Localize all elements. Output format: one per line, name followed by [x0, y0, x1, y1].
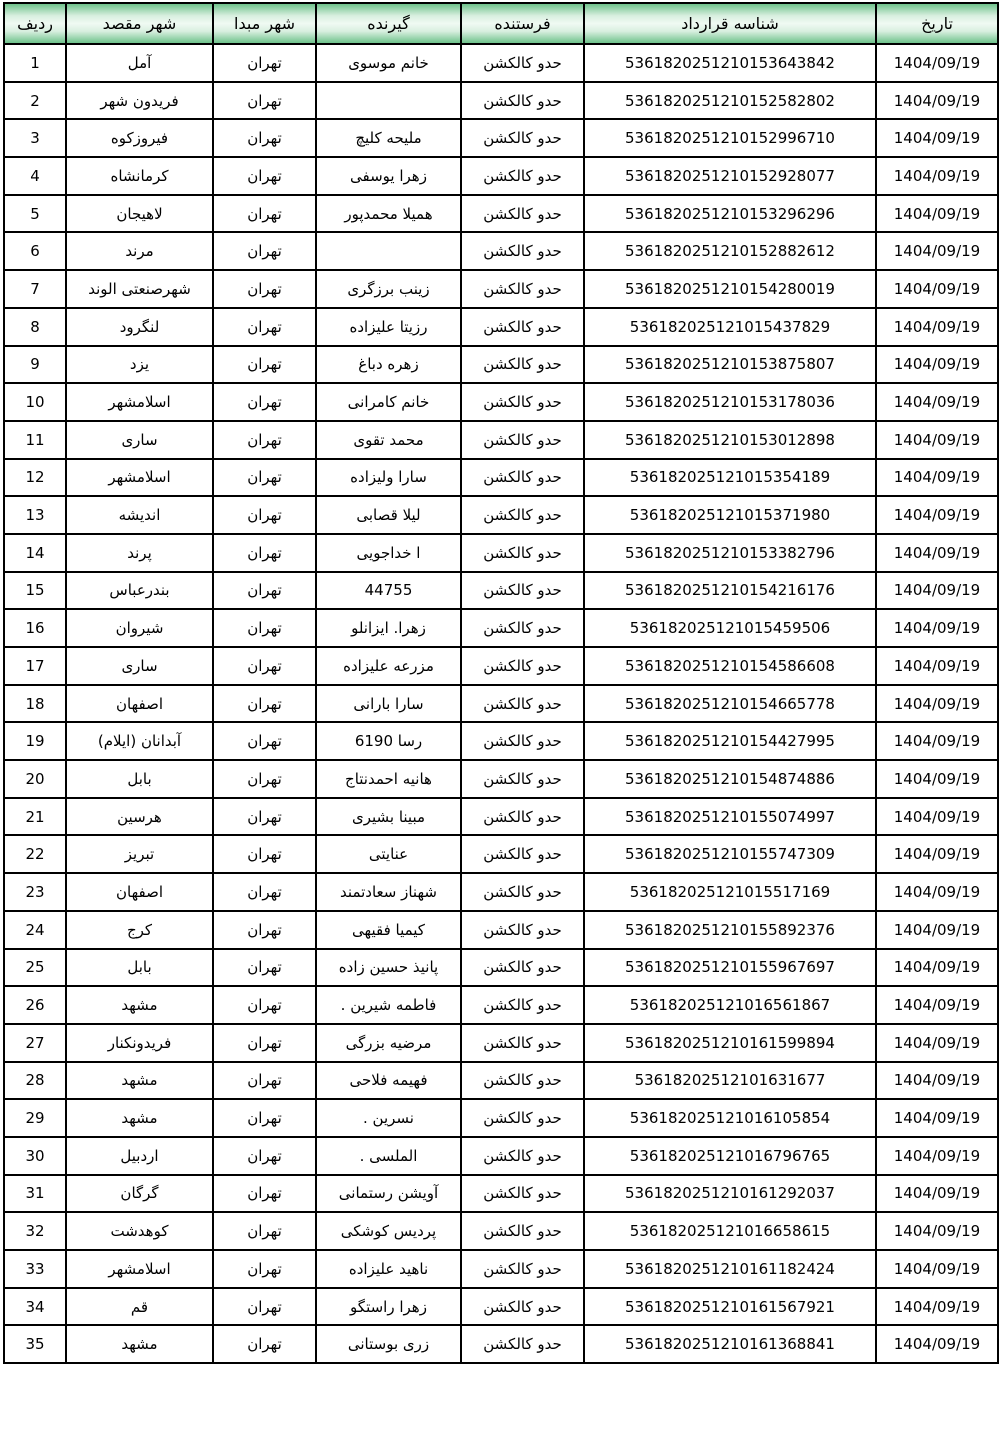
cell-contract: 5361820251210153296296 — [584, 195, 876, 233]
cell-sender: حدو کالکشن — [461, 232, 584, 270]
cell-receiver: پانیذ حسین زاده — [316, 949, 461, 987]
table-row — [4, 835, 998, 873]
cell-date: 1404/09/19 — [876, 459, 998, 497]
cell-date: 1404/09/19 — [876, 1212, 998, 1250]
cell-sender: حدو کالکشن — [461, 1175, 584, 1213]
cell-date: 1404/09/19 — [876, 383, 998, 421]
cell-sender: حدو کالکشن — [461, 1325, 584, 1363]
table-row — [4, 873, 998, 911]
cell-sender: حدو کالکشن — [461, 1024, 584, 1062]
cell-sender: حدو کالکشن — [461, 383, 584, 421]
cell-receiver: مبینا بشیری — [316, 798, 461, 836]
cell-row: 4 — [4, 157, 66, 195]
cell-dest: کوهدشت — [66, 1212, 213, 1250]
cell-date: 1404/09/19 — [876, 119, 998, 157]
table-row — [4, 232, 998, 270]
table-row — [4, 798, 998, 836]
cell-row: 10 — [4, 383, 66, 421]
cell-origin: تهران — [213, 1175, 316, 1213]
table-row — [4, 647, 998, 685]
cell-dest: اسلامشهر — [66, 459, 213, 497]
cell-date: 1404/09/19 — [876, 1062, 998, 1100]
cell-date: 1404/09/19 — [876, 421, 998, 459]
cell-contract: 5361820251210161182424 — [584, 1250, 876, 1288]
cell-row: 17 — [4, 647, 66, 685]
cell-row: 15 — [4, 572, 66, 610]
cell-row: 6 — [4, 232, 66, 270]
cell-date: 1404/09/19 — [876, 685, 998, 723]
cell-receiver: سارا بارانی — [316, 685, 461, 723]
cell-date: 1404/09/19 — [876, 534, 998, 572]
cell-origin: تهران — [213, 82, 316, 120]
cell-row: 1 — [4, 44, 66, 82]
cell-contract: 5361820251210161599894 — [584, 1024, 876, 1062]
cell-contract: 5361820251210154216176 — [584, 572, 876, 610]
cell-sender: حدو کالکشن — [461, 1099, 584, 1137]
cell-contract: 5361820251210154586608 — [584, 647, 876, 685]
cell-dest: کرمانشاه — [66, 157, 213, 195]
cell-dest: پرند — [66, 534, 213, 572]
cell-dest: گرگان — [66, 1175, 213, 1213]
cell-receiver: زری بوستانی — [316, 1325, 461, 1363]
cell-contract: 536182025121015517169 — [584, 873, 876, 911]
cell-dest: بابل — [66, 949, 213, 987]
cell-row: 25 — [4, 949, 66, 987]
cell-date: 1404/09/19 — [876, 232, 998, 270]
cell-dest: شهرصنعتی الوند — [66, 270, 213, 308]
cell-origin: تهران — [213, 157, 316, 195]
table-row — [4, 459, 998, 497]
cell-row: 29 — [4, 1099, 66, 1137]
cell-contract: 536182025121015354189 — [584, 459, 876, 497]
cell-dest: هرسین — [66, 798, 213, 836]
cell-dest: کرج — [66, 911, 213, 949]
column-header-sender: فرستنده — [461, 3, 584, 44]
cell-sender: حدو کالکشن — [461, 459, 584, 497]
cell-date: 1404/09/19 — [876, 496, 998, 534]
table-row — [4, 609, 998, 647]
cell-sender: حدو کالکشن — [461, 1288, 584, 1326]
cell-dest: مشهد — [66, 1062, 213, 1100]
shipments-table — [3, 2, 999, 1364]
cell-contract: 536182025121015371980 — [584, 496, 876, 534]
cell-receiver — [316, 232, 461, 270]
cell-receiver: ملیحه کلیچ — [316, 119, 461, 157]
column-header-receiver: گیرنده — [316, 3, 461, 44]
cell-origin: تهران — [213, 1062, 316, 1100]
cell-date: 1404/09/19 — [876, 798, 998, 836]
cell-contract: 536182025121016796765 — [584, 1137, 876, 1175]
cell-date: 1404/09/19 — [876, 722, 998, 760]
cell-contract: 5361820251210153643842 — [584, 44, 876, 82]
cell-sender: حدو کالکشن — [461, 195, 584, 233]
cell-contract: 5361820251210161368841 — [584, 1325, 876, 1363]
cell-contract: 5361820251210154427995 — [584, 722, 876, 760]
cell-date: 1404/09/19 — [876, 835, 998, 873]
cell-receiver: لیلا قصابی — [316, 496, 461, 534]
cell-origin: تهران — [213, 44, 316, 82]
cell-receiver: خانم موسوی — [316, 44, 461, 82]
cell-row: 16 — [4, 609, 66, 647]
cell-date: 1404/09/19 — [876, 911, 998, 949]
cell-contract: 5361820251210153178036 — [584, 383, 876, 421]
cell-origin: تهران — [213, 986, 316, 1024]
cell-sender: حدو کالکشن — [461, 685, 584, 723]
cell-origin: تهران — [213, 798, 316, 836]
cell-receiver: هانیه احمدنتاج — [316, 760, 461, 798]
cell-dest: شیروان — [66, 609, 213, 647]
cell-sender: حدو کالکشن — [461, 1250, 584, 1288]
cell-row: 21 — [4, 798, 66, 836]
cell-receiver: محمد تقوی — [316, 421, 461, 459]
cell-date: 1404/09/19 — [876, 572, 998, 610]
table-body — [4, 44, 998, 1363]
table-row — [4, 722, 998, 760]
cell-receiver: زهرا راستگو — [316, 1288, 461, 1326]
cell-origin: تهران — [213, 949, 316, 987]
cell-origin: تهران — [213, 647, 316, 685]
cell-contract: 5361820251210155747309 — [584, 835, 876, 873]
cell-origin: تهران — [213, 346, 316, 384]
cell-sender: حدو کالکشن — [461, 647, 584, 685]
cell-date: 1404/09/19 — [876, 195, 998, 233]
cell-contract: 5361820251210154874886 — [584, 760, 876, 798]
cell-origin: تهران — [213, 195, 316, 233]
cell-origin: تهران — [213, 1288, 316, 1326]
cell-sender: حدو کالکشن — [461, 157, 584, 195]
cell-date: 1404/09/19 — [876, 647, 998, 685]
cell-row: 27 — [4, 1024, 66, 1062]
cell-dest: مشهد — [66, 1325, 213, 1363]
table-row — [4, 82, 998, 120]
cell-receiver: ناهید علیزاده — [316, 1250, 461, 1288]
cell-date: 1404/09/19 — [876, 308, 998, 346]
cell-row: 2 — [4, 82, 66, 120]
cell-receiver: 44755 — [316, 572, 461, 610]
cell-row: 3 — [4, 119, 66, 157]
cell-dest: ساری — [66, 647, 213, 685]
cell-sender: حدو کالکشن — [461, 949, 584, 987]
cell-row: 19 — [4, 722, 66, 760]
cell-row: 28 — [4, 1062, 66, 1100]
cell-sender: حدو کالکشن — [461, 421, 584, 459]
cell-origin: تهران — [213, 308, 316, 346]
cell-date: 1404/09/19 — [876, 270, 998, 308]
cell-contract: 536182025121015437829 — [584, 308, 876, 346]
cell-receiver: همیلا محمدپور — [316, 195, 461, 233]
cell-row: 26 — [4, 986, 66, 1024]
cell-row: 9 — [4, 346, 66, 384]
table-row — [4, 346, 998, 384]
cell-contract: 536182025121016658615 — [584, 1212, 876, 1250]
table-row — [4, 685, 998, 723]
table-row — [4, 421, 998, 459]
cell-origin: تهران — [213, 572, 316, 610]
cell-origin: تهران — [213, 119, 316, 157]
cell-row: 34 — [4, 1288, 66, 1326]
cell-row: 8 — [4, 308, 66, 346]
table-row — [4, 949, 998, 987]
cell-date: 1404/09/19 — [876, 1175, 998, 1213]
cell-origin: تهران — [213, 232, 316, 270]
table-row — [4, 195, 998, 233]
table-row — [4, 1137, 998, 1175]
cell-origin: تهران — [213, 1250, 316, 1288]
cell-dest: بابل — [66, 760, 213, 798]
cell-date: 1404/09/19 — [876, 1099, 998, 1137]
cell-contract: 536182025121016561867 — [584, 986, 876, 1024]
cell-receiver: خانم کامرانی — [316, 383, 461, 421]
cell-contract: 5361820251210152582802 — [584, 82, 876, 120]
cell-receiver: زینب برزگری — [316, 270, 461, 308]
cell-sender: حدو کالکشن — [461, 119, 584, 157]
cell-dest: بندرعباس — [66, 572, 213, 610]
cell-contract: 5361820251210155074997 — [584, 798, 876, 836]
cell-date: 1404/09/19 — [876, 44, 998, 82]
table-row — [4, 1325, 998, 1363]
cell-row: 5 — [4, 195, 66, 233]
cell-date: 1404/09/19 — [876, 949, 998, 987]
cell-sender: حدو کالکشن — [461, 346, 584, 384]
cell-origin: تهران — [213, 760, 316, 798]
cell-date: 1404/09/19 — [876, 873, 998, 911]
cell-dest: فیروزکوه — [66, 119, 213, 157]
table-row — [4, 1175, 998, 1213]
cell-dest: اسلامشهر — [66, 1250, 213, 1288]
cell-origin: تهران — [213, 609, 316, 647]
cell-receiver: پردیس کوشکی — [316, 1212, 461, 1250]
cell-row: 31 — [4, 1175, 66, 1213]
table-row — [4, 1288, 998, 1326]
cell-contract: 53618202512101631677 — [584, 1062, 876, 1100]
cell-row: 30 — [4, 1137, 66, 1175]
cell-receiver: آویشن رستمانی — [316, 1175, 461, 1213]
cell-sender: حدو کالکشن — [461, 496, 584, 534]
cell-dest: آبدانان (ایلام) — [66, 722, 213, 760]
cell-row: 18 — [4, 685, 66, 723]
cell-dest: مشهد — [66, 1099, 213, 1137]
cell-sender: حدو کالکشن — [461, 986, 584, 1024]
cell-origin: تهران — [213, 534, 316, 572]
cell-contract: 5361820251210154280019 — [584, 270, 876, 308]
table-header-row — [4, 3, 998, 44]
cell-date: 1404/09/19 — [876, 1137, 998, 1175]
cell-sender: حدو کالکشن — [461, 1062, 584, 1100]
cell-date: 1404/09/19 — [876, 1325, 998, 1363]
cell-date: 1404/09/19 — [876, 1288, 998, 1326]
cell-receiver: عنایتی — [316, 835, 461, 873]
cell-sender: حدو کالکشن — [461, 44, 584, 82]
cell-contract: 536182025121016105854 — [584, 1099, 876, 1137]
cell-origin: تهران — [213, 1024, 316, 1062]
cell-origin: تهران — [213, 1212, 316, 1250]
table-row — [4, 270, 998, 308]
cell-contract: 5361820251210154665778 — [584, 685, 876, 723]
cell-date: 1404/09/19 — [876, 346, 998, 384]
cell-sender: حدو کالکشن — [461, 609, 584, 647]
column-header-origin: شهر مبدا — [213, 3, 316, 44]
cell-origin: تهران — [213, 383, 316, 421]
table-row — [4, 1024, 998, 1062]
cell-receiver: زهره دباغ — [316, 346, 461, 384]
cell-dest: اصفهان — [66, 873, 213, 911]
cell-origin: تهران — [213, 459, 316, 497]
cell-dest: اسلامشهر — [66, 383, 213, 421]
cell-sender: حدو کالکشن — [461, 911, 584, 949]
cell-dest: لاهیجان — [66, 195, 213, 233]
column-header-contract: شناسه قرارداد — [584, 3, 876, 44]
cell-date: 1404/09/19 — [876, 157, 998, 195]
cell-sender: حدو کالکشن — [461, 760, 584, 798]
table-row — [4, 44, 998, 82]
cell-dest: اندیشه — [66, 496, 213, 534]
cell-receiver: نسرین . — [316, 1099, 461, 1137]
cell-date: 1404/09/19 — [876, 986, 998, 1024]
table-row — [4, 760, 998, 798]
cell-row: 24 — [4, 911, 66, 949]
table-row — [4, 1250, 998, 1288]
cell-sender: حدو کالکشن — [461, 572, 584, 610]
cell-contract: 536182025121015459506 — [584, 609, 876, 647]
cell-contract: 5361820251210152928077 — [584, 157, 876, 195]
table-row — [4, 157, 998, 195]
cell-receiver: فاطمه شیرین . — [316, 986, 461, 1024]
cell-origin: تهران — [213, 270, 316, 308]
cell-row: 22 — [4, 835, 66, 873]
cell-dest: فریدونکنار — [66, 1024, 213, 1062]
cell-dest: اردبیل — [66, 1137, 213, 1175]
cell-receiver: شهناز سعادتمند — [316, 873, 461, 911]
cell-dest: آمل — [66, 44, 213, 82]
cell-sender: حدو کالکشن — [461, 82, 584, 120]
cell-origin: تهران — [213, 496, 316, 534]
cell-sender: حدو کالکشن — [461, 835, 584, 873]
cell-origin: تهران — [213, 835, 316, 873]
cell-row: 12 — [4, 459, 66, 497]
table-row — [4, 383, 998, 421]
cell-row: 32 — [4, 1212, 66, 1250]
cell-origin: تهران — [213, 873, 316, 911]
cell-date: 1404/09/19 — [876, 760, 998, 798]
cell-receiver: زهرا. ایزانلو — [316, 609, 461, 647]
cell-contract: 5361820251210155892376 — [584, 911, 876, 949]
cell-row: 7 — [4, 270, 66, 308]
cell-sender: حدو کالکشن — [461, 534, 584, 572]
cell-sender: حدو کالکشن — [461, 1212, 584, 1250]
cell-contract: 5361820251210161567921 — [584, 1288, 876, 1326]
table-row — [4, 986, 998, 1024]
cell-contract: 5361820251210153382796 — [584, 534, 876, 572]
cell-origin: تهران — [213, 1325, 316, 1363]
cell-dest: لنگرود — [66, 308, 213, 346]
cell-receiver: فهیمه فلاحی — [316, 1062, 461, 1100]
cell-contract: 5361820251210152996710 — [584, 119, 876, 157]
cell-date: 1404/09/19 — [876, 1250, 998, 1288]
table-row — [4, 1099, 998, 1137]
table-row — [4, 1212, 998, 1250]
cell-row: 23 — [4, 873, 66, 911]
column-header-dest: شهر مقصد — [66, 3, 213, 44]
cell-row: 14 — [4, 534, 66, 572]
cell-origin: تهران — [213, 1099, 316, 1137]
table-row — [4, 496, 998, 534]
table-row — [4, 1062, 998, 1100]
cell-receiver: ا خداجویی — [316, 534, 461, 572]
cell-dest: تبریز — [66, 835, 213, 873]
column-header-row: ردیف — [4, 3, 66, 44]
table-row — [4, 911, 998, 949]
cell-receiver: سارا ولیزاده — [316, 459, 461, 497]
cell-origin: تهران — [213, 722, 316, 760]
cell-contract: 5361820251210153012898 — [584, 421, 876, 459]
cell-receiver: رزیتا علیزاده — [316, 308, 461, 346]
table-row — [4, 308, 998, 346]
cell-row: 11 — [4, 421, 66, 459]
cell-dest: مرند — [66, 232, 213, 270]
cell-row: 35 — [4, 1325, 66, 1363]
cell-receiver: رسا 6190 — [316, 722, 461, 760]
cell-sender: حدو کالکشن — [461, 798, 584, 836]
cell-dest: اصفهان — [66, 685, 213, 723]
cell-dest: یزد — [66, 346, 213, 384]
cell-row: 33 — [4, 1250, 66, 1288]
cell-origin: تهران — [213, 421, 316, 459]
cell-contract: 5361820251210161292037 — [584, 1175, 876, 1213]
cell-date: 1404/09/19 — [876, 82, 998, 120]
cell-sender: حدو کالکشن — [461, 270, 584, 308]
cell-sender: حدو کالکشن — [461, 722, 584, 760]
cell-row: 20 — [4, 760, 66, 798]
cell-receiver: مزرعه علیزاده — [316, 647, 461, 685]
cell-date: 1404/09/19 — [876, 1024, 998, 1062]
cell-origin: تهران — [213, 1137, 316, 1175]
cell-contract: 5361820251210153875807 — [584, 346, 876, 384]
table-row — [4, 119, 998, 157]
cell-sender: حدو کالکشن — [461, 308, 584, 346]
cell-receiver: الملسی . — [316, 1137, 461, 1175]
cell-receiver: زهرا یوسفی — [316, 157, 461, 195]
cell-row: 13 — [4, 496, 66, 534]
cell-date: 1404/09/19 — [876, 609, 998, 647]
table-row — [4, 572, 998, 610]
cell-origin: تهران — [213, 685, 316, 723]
cell-dest: ساری — [66, 421, 213, 459]
cell-receiver: کیمیا فقیهی — [316, 911, 461, 949]
cell-sender: حدو کالکشن — [461, 873, 584, 911]
cell-dest: فریدون شهر — [66, 82, 213, 120]
cell-contract: 5361820251210155967697 — [584, 949, 876, 987]
table-row — [4, 534, 998, 572]
cell-dest: قم — [66, 1288, 213, 1326]
cell-sender: حدو کالکشن — [461, 1137, 584, 1175]
cell-receiver — [316, 82, 461, 120]
column-header-date: تاریخ — [876, 3, 998, 44]
cell-receiver: مرضیه بزرگی — [316, 1024, 461, 1062]
cell-dest: مشهد — [66, 986, 213, 1024]
cell-origin: تهران — [213, 911, 316, 949]
cell-contract: 5361820251210152882612 — [584, 232, 876, 270]
